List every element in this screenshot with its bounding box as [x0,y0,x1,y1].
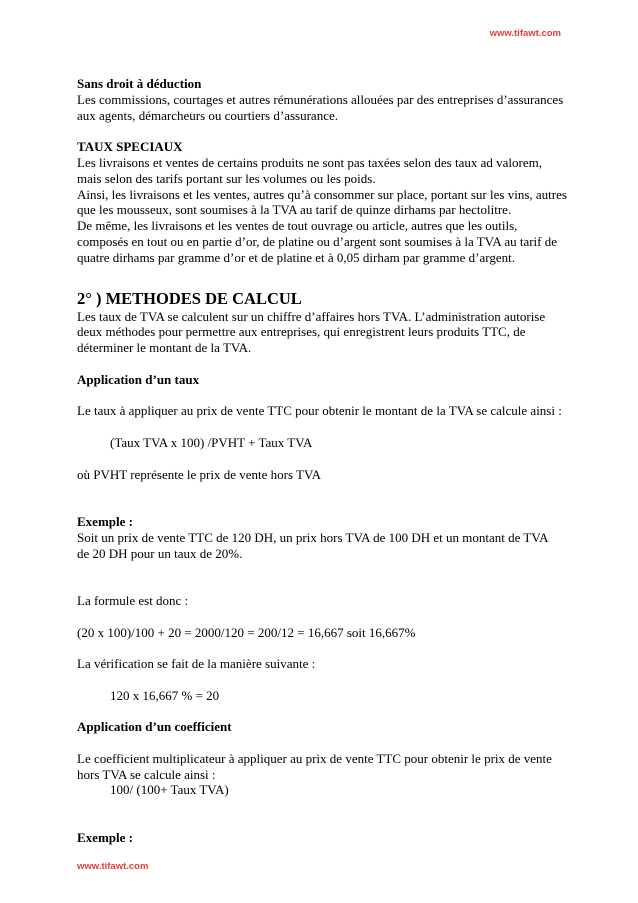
example-title: Exemple : [77,513,133,529]
paragraph-line: que les mousseux, sont soumises à la TVA au tarif de quinze dirhams par hectolitre. [77,202,512,218]
example-title: Exemple : [77,829,133,845]
section-title-taux-speciaux: TAUX SPECIAUX [77,139,183,155]
section-heading-methodes: 2° ) METHODES DE CALCUL [77,288,302,308]
paragraph-line: où PVHT représente le prix de vente hors TVA [77,466,322,482]
formula-verification: 120 x 16,667 % = 20 [110,687,220,703]
paragraph-line: Les taux de TVA se calculent sur un chiffre d’affaires hors TVA. L’administration autorise [77,308,546,324]
paragraph-line: La vérification se fait de la manière suivante : [77,656,316,672]
paragraph-line: déterminer le montant de la TVA. [77,340,252,356]
footer-site-link[interactable]: www.tifawt.com [77,861,149,872]
formula-example: (20 x 100)/100 + 20 = 2000/120 = 200/12 = 16,667 soit 16,667% [77,624,416,640]
paragraph-line: La formule est donc : [77,592,189,608]
paragraph-line: Le coefficient multiplicateur à appliquer au prix de vente TTC pour obtenir le prix de vente [77,750,552,766]
paragraph-line: Le taux à appliquer au prix de vente TTC pour obtenir le montant de la TVA se calcule ainsi : [77,403,562,419]
subsection-title-application-coefficient: Application d’un coefficient [77,719,232,735]
document-body [77,76,577,846]
paragraph-line: deux méthodes pour permettre aux entreprises, qui enregistrent leurs produits TTC, de [77,324,526,340]
paragraph-line: de 20 DH pour un taux de 20%. [77,545,243,561]
formula-taux: (Taux TVA x 100) /PVHT + Taux TVA [110,434,313,450]
paragraph-line: Les commissions, courtages et autres rémunérations allouées par des entreprises d’assurances [77,91,564,107]
header-site-link[interactable]: www.tifawt.com [489,28,561,39]
paragraph-line: aux agents, démarcheurs ou courtiers d’assurance. [77,107,338,123]
subsection-title-application-taux: Application d’un taux [77,371,200,387]
section-title-sans-droit: Sans droit à déduction [77,76,202,91]
paragraph-line: composés en tout ou en partie d’or, de platine ou d’argent sont soumises à la TVA au tarif de [77,233,558,249]
paragraph-line: quatre dirhams par gramme d’or et de platine et à 0,05 dirham par gramme d’argent. [77,249,515,265]
paragraph-line: De même, les livraisons et les ventes de tout ouvrage ou article, autres que les outils, [77,218,518,234]
paragraph-line: mais selon des tarifs portant sur les volumes ou les poids. [77,170,376,186]
formula-coefficient: 100/ (100+ Taux TVA) [110,782,229,798]
paragraph-line: Les livraisons et ventes de certains produits ne sont pas taxées selon des taux ad valorem, [77,154,542,170]
paragraph-line: hors TVA se calcule ainsi : [77,766,216,782]
paragraph-line: Ainsi, les livraisons et les ventes, autres qu’à consommer sur place, portant sur les vins, autres [77,186,567,202]
paragraph-line: Soit un prix de vente TTC de 120 DH, un prix hors TVA de 100 DH et un montant de TVA [77,529,549,545]
